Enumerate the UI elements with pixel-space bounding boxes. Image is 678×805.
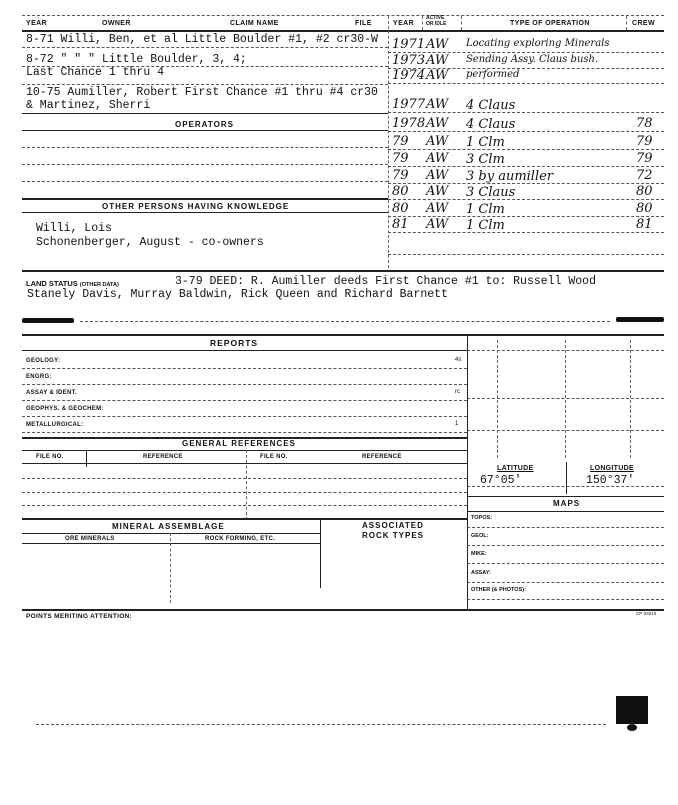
row-line xyxy=(22,533,320,534)
map-row-label: ASSAY: xyxy=(471,570,491,576)
land-status-bottom-rule xyxy=(80,321,610,322)
other-person-row: Willi, Lois xyxy=(36,222,112,235)
row-line xyxy=(22,505,467,506)
activity-row-line xyxy=(388,254,664,255)
owner-row: 10-75 Aumiller, Robert First Chance #1 thru #4 cr30 xyxy=(26,86,378,99)
activity-status: AW xyxy=(426,116,449,131)
ref-col-reference: REFERENCE xyxy=(143,454,183,460)
report-mark: 1 xyxy=(455,421,459,427)
activity-status: AW xyxy=(426,53,449,68)
maps-grid-line xyxy=(467,430,664,431)
row-line xyxy=(22,463,467,464)
map-row-line xyxy=(467,527,664,528)
row-line xyxy=(22,147,388,148)
activity-operation: Sending Assy. Claus bush. xyxy=(466,54,599,65)
maps-grid-line xyxy=(467,398,664,399)
associated-rock-types-label: ASSOCIATED ROCK TYPES xyxy=(362,521,425,540)
maps-grid-line xyxy=(467,350,664,351)
activity-operation: 1 Clm xyxy=(466,135,505,150)
row-line xyxy=(22,492,467,493)
activity-year: 79 xyxy=(392,134,409,149)
operation-crew-divider xyxy=(626,16,627,30)
activity-crew: 80 xyxy=(636,184,653,199)
points-meriting-attention-label: POINTS MERITING ATTENTION: xyxy=(26,613,133,620)
map-row-line xyxy=(467,582,664,583)
scan-artifact-mark xyxy=(616,696,648,724)
map-row-line xyxy=(467,599,664,600)
row-line xyxy=(22,478,467,479)
owner-row: Last Chance 1 thru 4 xyxy=(26,66,165,79)
activity-status: AW xyxy=(426,184,449,199)
ref-col-file-no-2: FILE NO. xyxy=(260,454,288,460)
activity-year: 80 xyxy=(392,201,409,216)
form-number: CP-34010 xyxy=(636,611,657,616)
ref-col-file-no: FILE NO. xyxy=(36,454,64,460)
activity-year: 1974 xyxy=(392,68,426,83)
latitude-value: 67°05' xyxy=(480,474,522,487)
year-active-divider xyxy=(422,16,423,30)
row-line xyxy=(22,113,388,114)
map-row-line xyxy=(467,563,664,564)
row-line xyxy=(22,47,388,48)
rock-forming-label: ROCK FORMING, ETC. xyxy=(205,536,276,542)
activity-year: 1973 xyxy=(392,53,426,68)
activity-status: AW xyxy=(426,201,449,216)
row-line xyxy=(22,350,467,351)
activity-operation: performed xyxy=(466,69,520,80)
header-year: YEAR xyxy=(26,20,48,27)
activity-status: AW xyxy=(426,217,449,232)
reports-maps-divider xyxy=(467,334,468,609)
report-mark: rc xyxy=(455,389,460,395)
report-row-line xyxy=(22,432,467,433)
longitude-value: 150°37' xyxy=(586,474,635,487)
maps-grid-line xyxy=(467,511,664,512)
row-line xyxy=(22,212,388,213)
activity-row-line xyxy=(388,199,664,200)
report-label: ENGRG: xyxy=(26,374,52,380)
activity-year: 79 xyxy=(392,168,409,183)
report-label: GEOPHYS. & GEOCHEM: xyxy=(26,406,104,412)
activity-crew: 81 xyxy=(636,217,653,232)
activity-crew: 79 xyxy=(636,134,653,149)
activity-row-line xyxy=(388,149,664,150)
report-label: ASSAY & IDENT. xyxy=(26,390,77,396)
activity-crew: 72 xyxy=(636,168,653,183)
activity-operation: 4 Claus xyxy=(466,98,516,113)
owner-row: 8-71 Willi, Ben, et al Little Boulder #1, #2 cr30-W xyxy=(26,33,378,46)
activity-status: AW xyxy=(426,134,449,149)
lat-long-divider xyxy=(566,462,567,494)
ref-col-divider xyxy=(246,450,247,520)
header-underline xyxy=(22,30,664,32)
activity-operation: Locating exploring Minerals xyxy=(466,38,610,49)
latitude-label: LATITUDE xyxy=(497,465,534,472)
activity-year: 80 xyxy=(392,184,409,199)
mineral-assemblage-title: MINERAL ASSEMBLAGE xyxy=(112,522,225,531)
active-operation-divider xyxy=(461,16,462,30)
ink-smudge xyxy=(22,318,74,323)
activity-row-line xyxy=(388,131,664,132)
ore-minerals-label: ORE MINERALS xyxy=(65,536,115,542)
activity-operation: 3 by aumiller xyxy=(466,169,554,184)
map-row-label: GEOL: xyxy=(471,533,489,539)
activity-status: AW xyxy=(426,68,449,83)
mineral-col-divider xyxy=(170,533,171,603)
activity-crew: 79 xyxy=(636,151,653,166)
maps-grid-line xyxy=(467,486,664,487)
maps-grid-line xyxy=(467,496,664,497)
activity-year: 1971 xyxy=(392,37,426,52)
map-row-line xyxy=(467,545,664,546)
report-row-line xyxy=(22,400,467,401)
activity-year: 1977 xyxy=(392,97,426,112)
footer-top-rule xyxy=(22,609,664,611)
row-line xyxy=(22,181,388,182)
report-label: METALLURGICAL: xyxy=(26,422,84,428)
land-status-top-rule xyxy=(22,270,664,272)
ref-col-reference-2: REFERENCE xyxy=(362,454,402,460)
activity-status: AW xyxy=(426,97,449,112)
other-persons-label: OTHER PERSONS HAVING KNOWLEDGE xyxy=(102,202,290,211)
header-owner: OWNER xyxy=(102,20,131,27)
activity-year: 79 xyxy=(392,151,409,166)
owner-activity-divider xyxy=(388,16,389,268)
longitude-label: LONGITUDE xyxy=(590,465,634,472)
reports-top-rule xyxy=(22,334,664,336)
activity-crew: 78 xyxy=(636,116,653,131)
activity-row-line xyxy=(388,232,664,233)
land-status-label: LAND STATUS (OTHER DATA) xyxy=(26,279,119,288)
report-mark: 4s xyxy=(455,357,462,363)
maps-grid-line xyxy=(497,340,498,458)
row-line xyxy=(22,518,467,520)
row-line xyxy=(22,130,388,131)
header-crew: CREW xyxy=(632,20,655,27)
activity-row-line xyxy=(388,166,664,167)
map-row-label: MIKE: xyxy=(471,551,487,557)
activity-year: 1978 xyxy=(392,116,426,131)
owner-row: 8-72 " " " Little Boulder, 3, 4; xyxy=(26,53,247,66)
activity-operation: 1 Clm xyxy=(466,218,505,233)
scan-artifact-mark xyxy=(627,724,637,731)
row-line xyxy=(22,84,388,85)
report-row-line xyxy=(22,416,467,417)
report-row-line xyxy=(22,368,467,369)
activity-status: AW xyxy=(426,168,449,183)
activity-status: AW xyxy=(426,37,449,52)
general-references-title: GENERAL REFERENCES xyxy=(182,439,296,448)
activity-operation: 4 Claus xyxy=(466,117,516,132)
ink-smudge xyxy=(616,317,664,322)
maps-grid-line xyxy=(565,340,566,458)
activity-crew: 80 xyxy=(636,201,653,216)
map-row-label: OTHER (& PHOTOS): xyxy=(471,587,526,593)
report-row-line xyxy=(22,384,467,385)
land-status-line1: 3-79 DEED: R. Aumiller deeds First Chance #1 to: Russell Wood xyxy=(175,275,596,288)
operators-label: OPERATORS xyxy=(175,120,234,129)
scan-artifact-line xyxy=(36,724,606,725)
activity-row-line xyxy=(388,112,664,113)
header-file: FILE xyxy=(355,20,372,27)
land-status-line2: Stanely Davis, Murray Baldwin, Rick Queen and Richard Barnett xyxy=(27,288,448,301)
row-line xyxy=(22,543,320,544)
mineral-col-divider xyxy=(320,518,321,588)
maps-grid-line xyxy=(630,340,631,458)
header-year-right: YEAR xyxy=(393,20,415,27)
row-line xyxy=(22,198,388,200)
activity-operation: 1 Clm xyxy=(466,202,505,217)
other-person-row: Schonenberger, August - co-owners xyxy=(36,236,264,249)
map-row-label: TOPOS: xyxy=(471,515,492,521)
activity-operation: 3 Clm xyxy=(466,152,505,167)
activity-row-line xyxy=(388,83,664,84)
maps-title: MAPS xyxy=(553,499,581,508)
reports-title: REPORTS xyxy=(210,338,259,348)
header-active-or-idle: ACTIVE OR IDLE xyxy=(426,15,447,27)
row-line xyxy=(22,164,388,165)
activity-status: AW xyxy=(426,151,449,166)
activity-year: 81 xyxy=(392,217,409,232)
header-type-of-operation: TYPE OF OPERATION xyxy=(510,20,590,27)
report-label: GEOLOGY: xyxy=(26,358,61,364)
top-border xyxy=(22,15,664,16)
header-claim-name: CLAIM NAME xyxy=(230,20,279,27)
row-line xyxy=(22,450,467,451)
ref-col-divider xyxy=(86,450,87,467)
activity-operation: 3 Claus xyxy=(466,185,516,200)
owner-row: & Martinez, Sherri xyxy=(26,99,151,112)
